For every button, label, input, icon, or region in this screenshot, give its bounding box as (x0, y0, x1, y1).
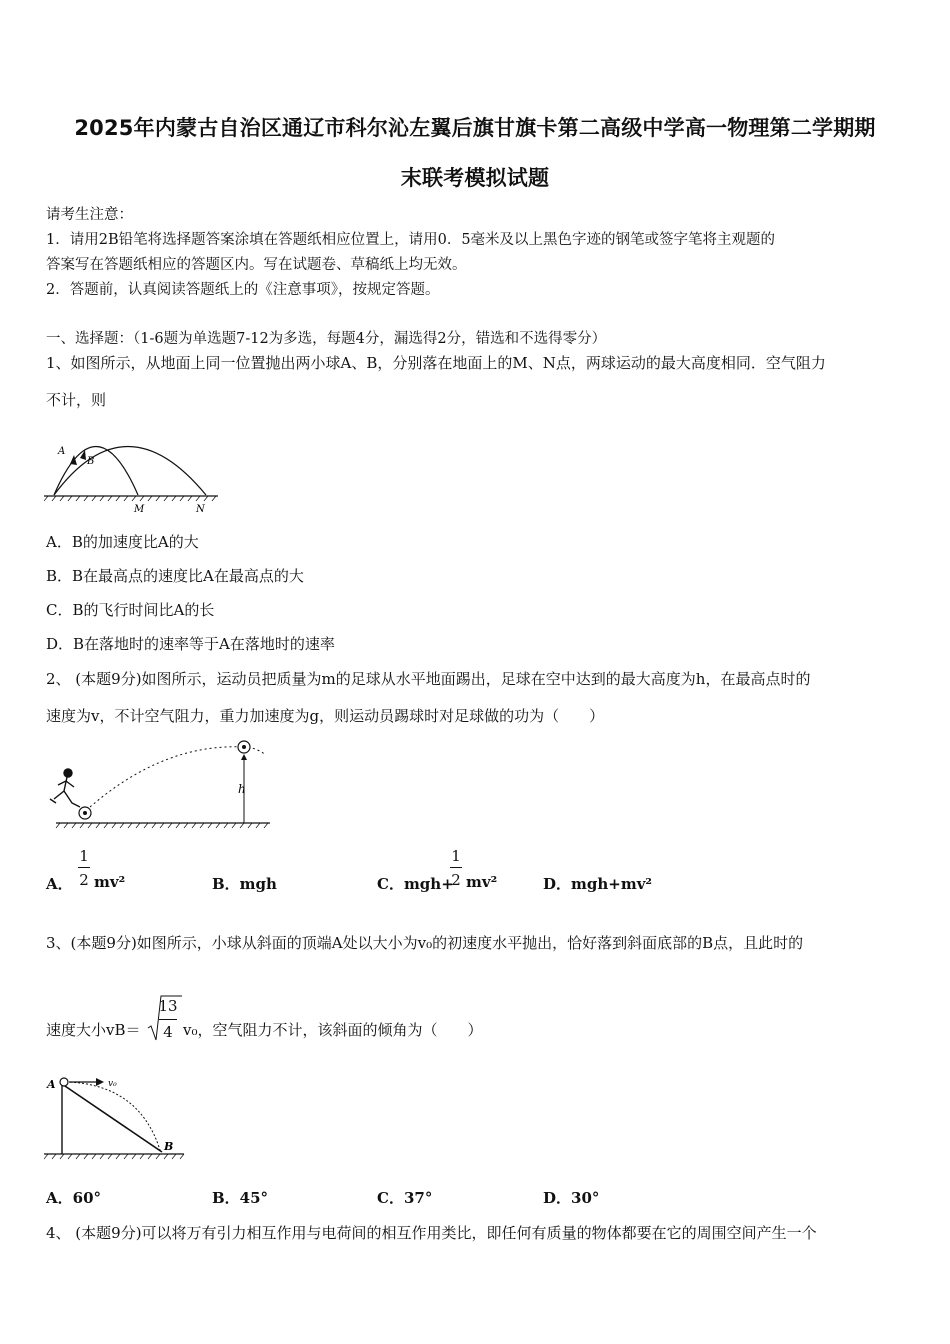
q1-fig-label-m: M (134, 504, 145, 515)
notice-item-1-cont: 答案写在答题纸相应的答题区内。写在试题卷、草稿纸上均无效。 (46, 257, 467, 273)
q3-option-a[interactable]: A．60° (46, 1189, 102, 1207)
q3-fig-label-v0: v₀ (108, 1079, 117, 1089)
q2-option-a-rest: mv² (94, 873, 126, 891)
q2-option-a-denominator: 2 (79, 871, 89, 889)
q2-option-d[interactable]: D．mgh+mv² (543, 875, 652, 893)
q2-stem-cont: 速度为v，不计空气阻力，重力加速度为g，则运动员踢球时对足球做的功为（ ） (46, 707, 605, 725)
q3-figure (44, 1074, 194, 1164)
section-heading: 一、选择题：（1-6题为单选题7-12为多选，每题4分，漏选得2分，错选和不选得零分） (46, 331, 607, 347)
q3-option-c[interactable]: C．37° (377, 1189, 433, 1207)
q3-sqrt-denominator: 4 (163, 1023, 173, 1041)
q2-option-c-label[interactable]: C．mgh+ (377, 875, 454, 893)
notice-item-2: 2．答题前，认真阅读答题纸上的《注意事项》，按规定答题。 (46, 282, 440, 298)
q1-fig-label-a: A (58, 446, 66, 457)
q1-fig-label-n: N (196, 504, 205, 515)
q1-stem: 1、如图所示，从地面上同一位置抛出两小球A、B，分别落在地面上的M、N点，两球运动的最大高度相同．空气阻力 (46, 354, 826, 372)
q1-fig-label-b: B (87, 456, 95, 467)
q3-sqrt-numerator: 13 (158, 997, 178, 1015)
notice-item-1: 1．请用2B铅笔将选择题答案涂填在答题纸相应位置上，请用0．5毫米及以上黑色字迹的钢笔或签字笔将主观题的 (46, 232, 776, 248)
q3-option-b[interactable]: B．45° (212, 1189, 269, 1207)
q3-option-d[interactable]: D．30° (543, 1189, 600, 1207)
q2-option-a-fraction-bar (78, 867, 90, 868)
q2-option-c-rest: mv² (466, 873, 498, 891)
q2-fig-label-h: h (238, 782, 246, 796)
q1-stem-cont: 不计，则 (46, 391, 107, 409)
q3-stem-suffix: v₀，空气阻力不计，该斜面的倾角为（ ） (183, 1021, 483, 1039)
q2-option-c-numerator: 1 (451, 847, 461, 865)
q2-option-c-denominator: 2 (451, 871, 461, 889)
q2-option-a-numerator: 1 (79, 847, 89, 865)
q1-option-c[interactable]: C．B的飞行时间比A的长 (46, 601, 215, 619)
q1-option-a[interactable]: A．B的加速度比A的大 (46, 533, 199, 551)
q2-option-a-label[interactable]: A． (46, 875, 73, 893)
q3-fig-label-a: A (47, 1078, 56, 1091)
q3-ball-icon (60, 1078, 68, 1086)
notice-heading: 请考生注意： (46, 207, 133, 223)
q2-option-b[interactable]: B．mgh (212, 875, 277, 893)
q1-option-d[interactable]: D．B在落地时的速率等于A在落地时的速率 (46, 635, 335, 653)
player-icon (50, 769, 80, 807)
q2-stem: 2、 (本题9分)如图所示，运动员把质量为m的足球从水平地面踢出，足球在空中达到的最大高度为h，在最高点时的 (46, 670, 811, 688)
page-title-continued: 末联考模拟试题 (400, 166, 550, 190)
q3-sqrt-fraction-bar (159, 1019, 177, 1020)
q3-stem-prefix: 速度大小vB＝ (46, 1021, 141, 1039)
page-title: 2025年内蒙古自治区通辽市科尔沁左翼后旗甘旗卡第二高级中学高一物理第二学期期 (74, 116, 876, 140)
q1-figure (44, 428, 224, 518)
q3-fig-label-b: B (164, 1140, 174, 1153)
q4-stem: 4、 (本题9分)可以将万有引力相互作用与电荷间的相互作用类比，即任何有质量的物体都要在它的周围空间产生一个 (46, 1224, 817, 1242)
q2-option-c-fraction-bar (450, 867, 462, 868)
q3-stem: 3、(本题9分)如图所示，小球从斜面的顶端A处以大小为v₀的初速度水平抛出，恰好落到斜面底部的B点，且此时的 (46, 934, 804, 952)
q1-option-b[interactable]: B．B在最高点的速度比A在最高点的大 (46, 567, 304, 585)
q2-figure (44, 733, 274, 833)
